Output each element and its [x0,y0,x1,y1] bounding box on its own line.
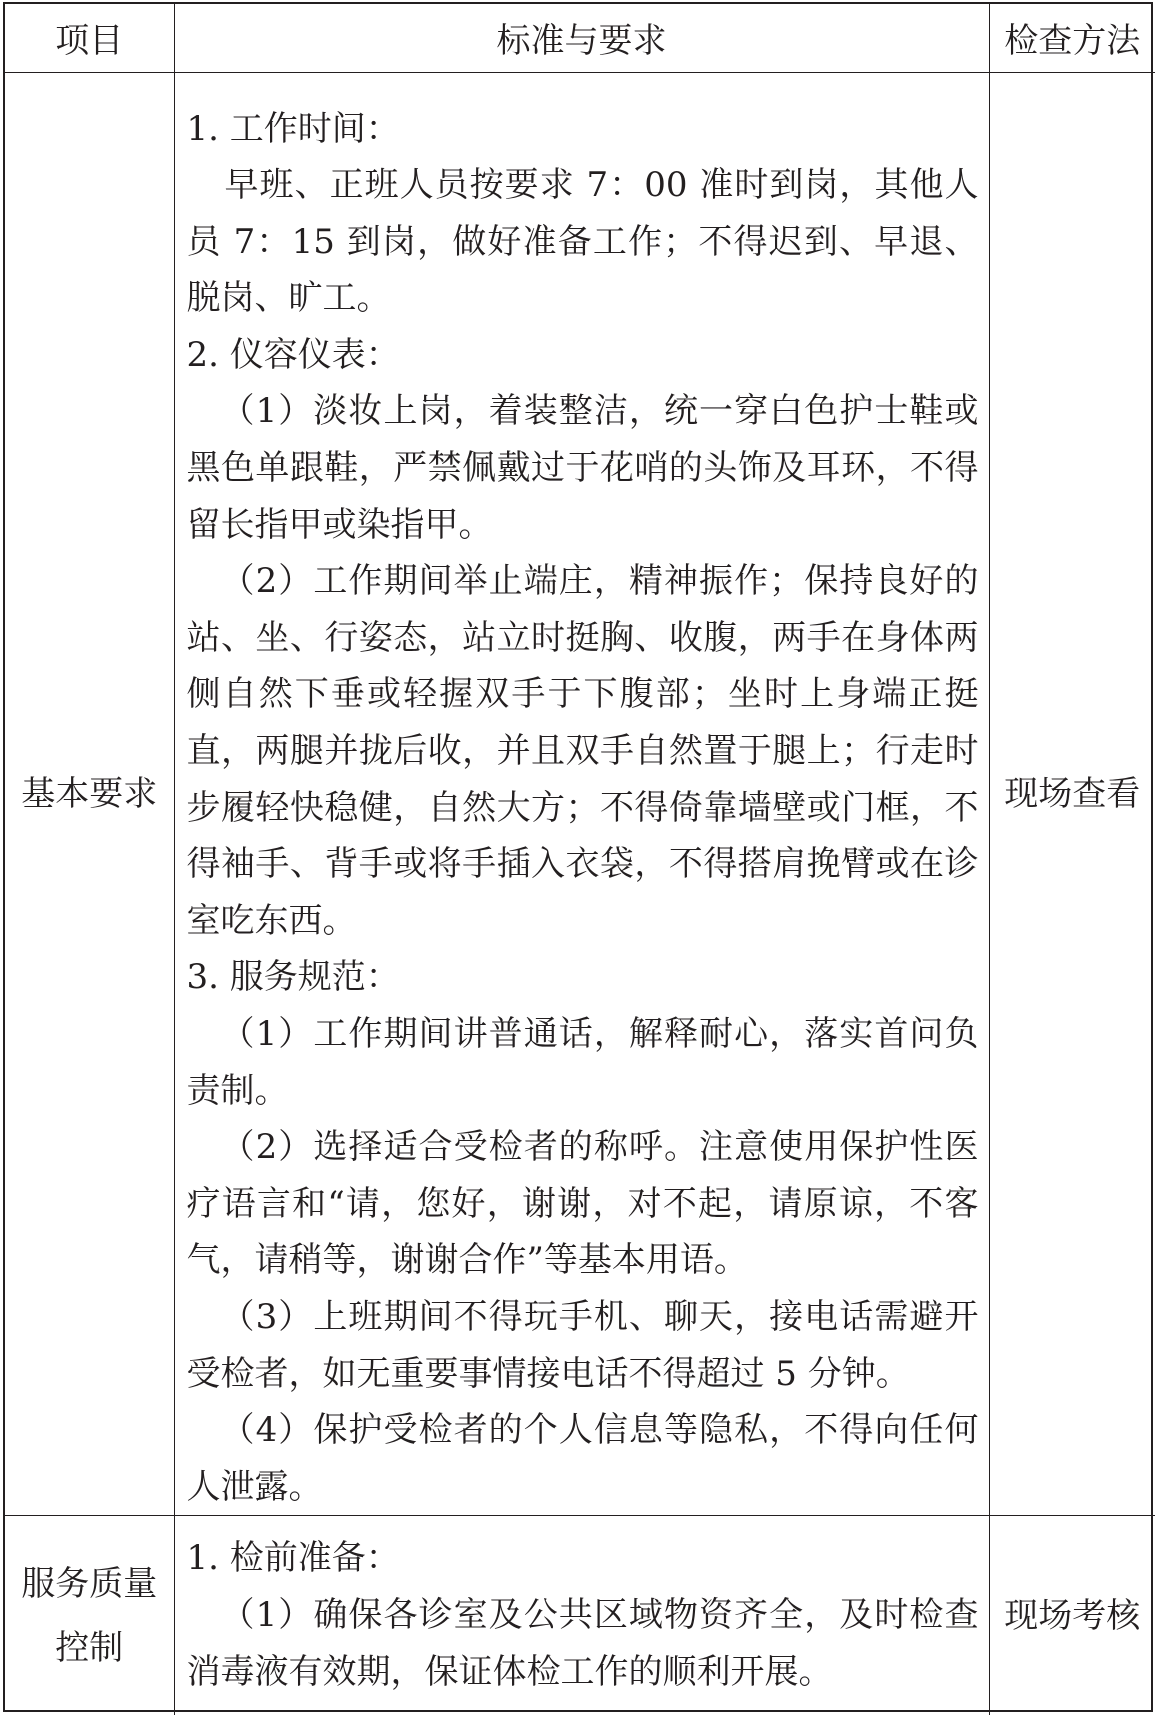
paragraph-pre-exam-1: （1）确保各诊室及公共区域物资齐全，及时检查消毒液有效期，保证体检工作的顺利开展。 [186,1594,979,1692]
row-standard-cell [174,1516,989,1715]
row-item-label-line1: 服务质量 [21,1563,158,1604]
paragraph-service-3: （3）上班期间不得玩手机、聊天，接电话需避开受检者，如无重要事情接电话不得超过 5 分钟。 [186,1296,979,1394]
table-header-row [5,4,1155,72]
header-item: 项目 [5,4,174,72]
paragraph-work-time: 早班、正班人员按要求 7：00 准时到岗，其他人员 7：15 到岗，做好准备工作；不得迟到、早退、脱岗、旷工。 [186,165,979,319]
paragraph-appearance-1: （1）淡妆上岗，着装整洁，统一穿白色护士鞋或黑色单跟鞋，严禁佩戴过于花哨的头饰及耳环，不得留长指甲或染指甲。 [186,391,979,545]
section-heading-pre-exam: 1. 检前准备： [186,1538,400,1579]
row-item-label-line2: 控制 [55,1627,124,1668]
standards-table [5,4,1155,1715]
row-item-cell [5,72,174,1516]
table-row [5,72,1155,1516]
paragraph-appearance-2: （2）工作期间举止端庄，精神振作；保持良好的站、坐、行姿态，站立时挺胸、收腹，两手在身体两侧自然下垂或轻握双手于下腹部；坐时上身端正挺直，两腿并拢后收，并且双手自然置于腿上；行走时步履轻快稳健，自然大方；不得倚靠墙壁或门框，不得袖手、背手或将手插入衣袋，不得搭肩挽臂或在诊室吃东西。 [186,561,979,941]
row-method-label: 现场查看 [1004,773,1141,814]
header-standard: 标准与要求 [174,4,989,72]
row-standard-cell [174,72,989,1516]
row-item-cell [5,1516,174,1715]
paragraph-service-2: （2）选择适合受检者的称呼。注意使用保护性医疗语言和“请，您好，谢谢，对不起，请原谅，不客气，请稍等，谢谢合作”等基本用语。 [186,1127,979,1281]
section-heading-work-time: 1. 工作时间： [186,108,400,149]
header-method: 检查方法 [989,4,1155,72]
row-item-label: 基本要求 [21,773,158,814]
standards-table-page [3,2,1153,1712]
section-heading-service: 3. 服务规范： [186,957,400,998]
section-heading-appearance: 2. 仪容仪表： [186,334,400,375]
table-row [5,1516,1155,1715]
paragraph-service-1: （1）工作期间讲普通话，解释耐心，落实首问负责制。 [186,1014,979,1111]
paragraph-service-4: （4）保护受检者的个人信息等隐私，不得向任何人泄露。 [186,1410,979,1507]
row-method-label: 现场考核 [1004,1595,1141,1636]
row-method-cell [989,72,1155,1516]
row-method-cell [989,1516,1155,1715]
